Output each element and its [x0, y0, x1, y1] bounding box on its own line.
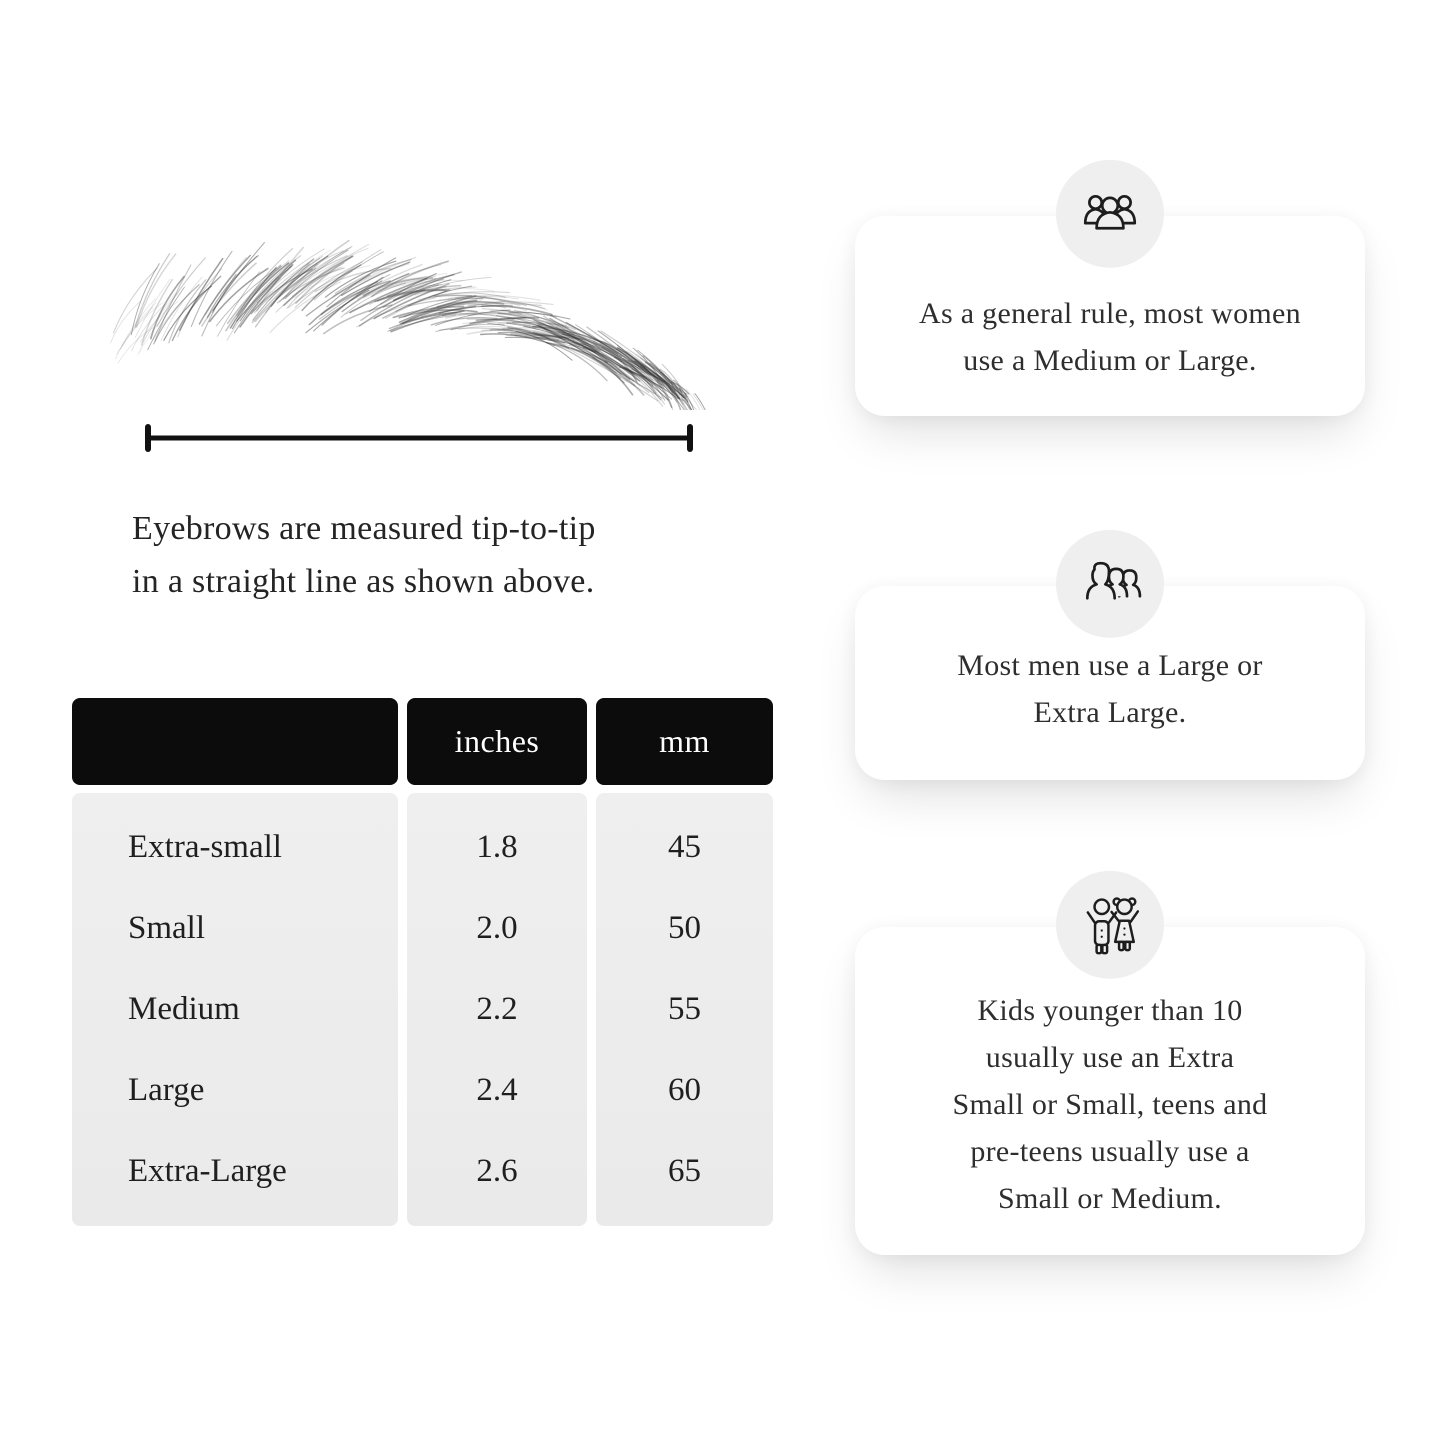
mm-value: 50 — [668, 910, 701, 946]
size-label: Extra-small — [128, 829, 282, 865]
inches-value: 2.6 — [476, 1153, 518, 1189]
figure-caption — [132, 502, 596, 608]
card-text-line: As a general rule, most women — [919, 297, 1301, 330]
card-text-line: Small or Medium. — [998, 1181, 1222, 1215]
size-label: Large — [128, 1072, 205, 1108]
mm-value: 45 — [668, 829, 701, 865]
size-label: Small — [128, 910, 206, 946]
size-table — [72, 698, 773, 1226]
card-text-line: usually use an Extra — [985, 1040, 1235, 1074]
icon-circle — [1056, 530, 1164, 638]
info-card-women — [855, 216, 1365, 416]
table-header-inches: inches — [407, 698, 587, 785]
card-text-line: Most men use a Large or — [957, 649, 1263, 682]
card-text-line: pre-teens usually use a — [970, 1134, 1250, 1168]
icon-circle — [1056, 871, 1164, 979]
inches-value: 2.0 — [476, 910, 518, 946]
card-text-line: Extra Large. — [1033, 696, 1187, 729]
info-card-men — [855, 586, 1365, 780]
size-label: Medium — [128, 991, 240, 1027]
mm-value: 65 — [668, 1153, 701, 1189]
mm-value: 60 — [668, 1072, 701, 1108]
table-body-labels — [72, 793, 398, 1226]
men-group-icon — [1077, 551, 1143, 617]
caption-line-1: Eyebrows are measured tip-to-tip — [132, 510, 596, 547]
caption-line-2: in a straight line as shown above. — [132, 563, 595, 600]
info-card-kids — [855, 927, 1365, 1255]
size-table-column-mm — [596, 698, 773, 1226]
table-body-inches — [407, 793, 587, 1226]
inches-value: 2.4 — [476, 1072, 518, 1108]
size-table-column-inches — [407, 698, 587, 1226]
size-table-column-labels — [72, 698, 398, 1226]
card-text-line: use a Medium or Large. — [963, 344, 1257, 377]
card-text-line: Small or Small, teens and — [952, 1087, 1268, 1121]
kids-icon — [1077, 892, 1143, 958]
card-text-line: Kids younger than 10 — [977, 993, 1243, 1027]
table-header-mm: mm — [596, 698, 773, 785]
girl-figure — [1112, 899, 1138, 951]
table-header-blank — [72, 698, 398, 785]
inches-value: 2.2 — [476, 991, 518, 1027]
women-group-icon — [1077, 181, 1143, 247]
boy-figure — [1088, 900, 1116, 954]
inches-value: 1.8 — [476, 829, 518, 865]
table-body-mm — [596, 793, 773, 1226]
eyebrow-illustration — [110, 230, 710, 410]
size-label: Extra-Large — [128, 1153, 287, 1189]
mm-value: 55 — [668, 991, 701, 1027]
measurement-line — [142, 424, 696, 452]
icon-circle — [1056, 160, 1164, 268]
